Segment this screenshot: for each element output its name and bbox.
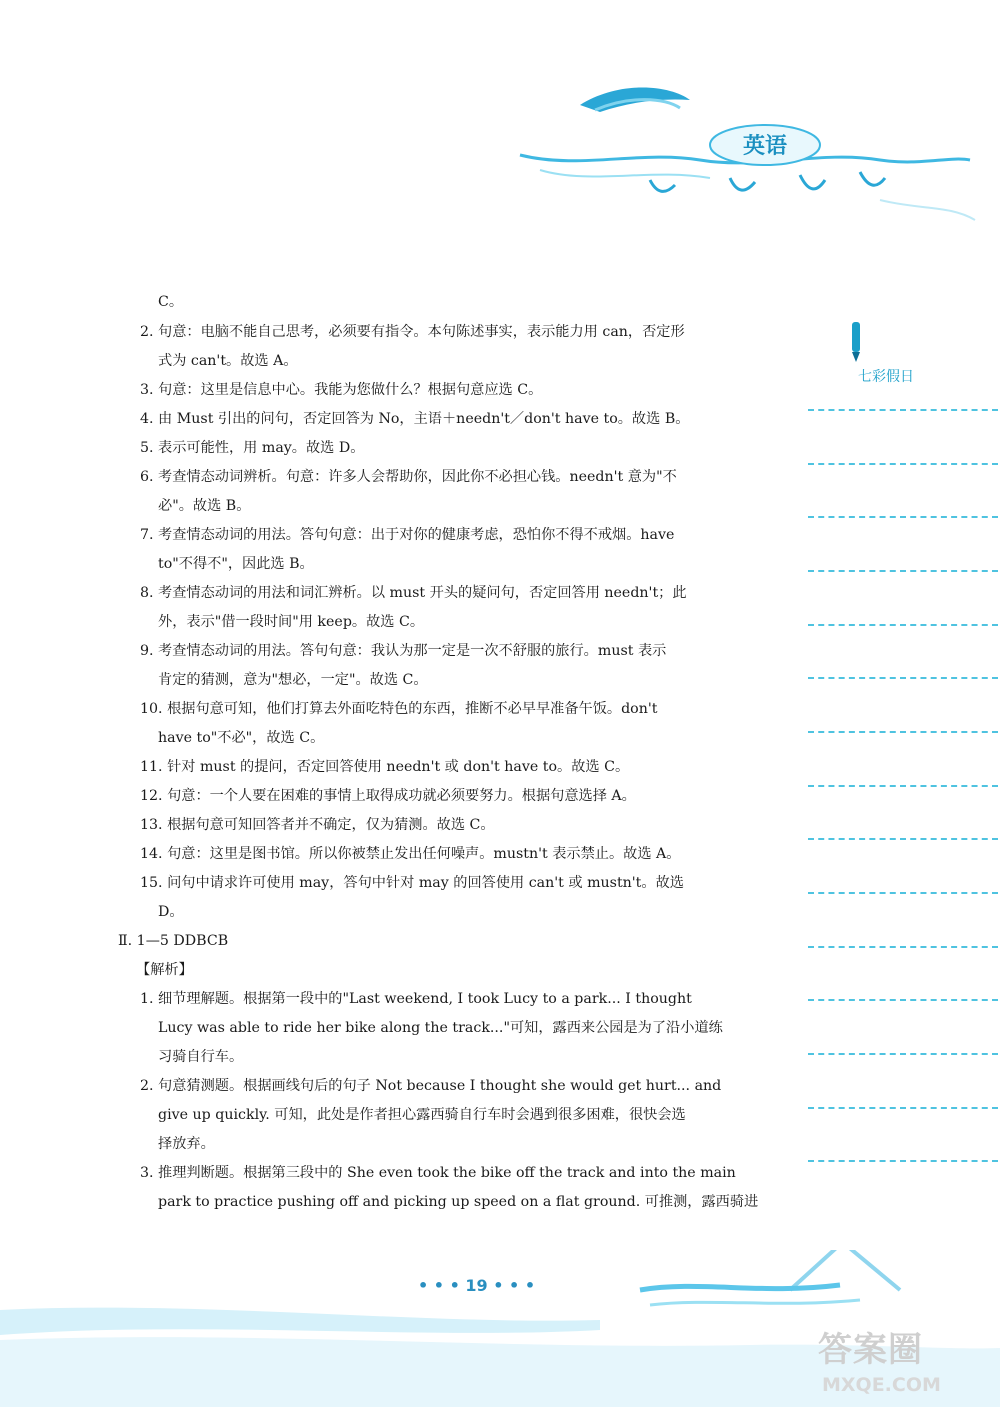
note-line — [808, 892, 998, 894]
text-line: D。 — [158, 904, 184, 920]
text-line: 11. 针对 must 的提问，否定回答使用 needn't 或 don't have to。故选 C。 — [140, 759, 630, 775]
pen-icon — [846, 320, 866, 364]
section-heading: Ⅱ. 1—5 DDBCB — [118, 933, 229, 949]
text-line: 4. 由 Must 引出的问句，否定回答为 No，主语＋needn't／don't have to。故选 B。 — [140, 411, 690, 427]
text-line: 3. 推理判断题。根据第三段中的 She even took the bike off the track and into the main — [140, 1165, 736, 1181]
text-line: have to"不必"，故选 C。 — [158, 730, 325, 746]
note-line — [808, 677, 998, 679]
text-line: to"不得不"，因此选 B。 — [158, 556, 314, 572]
text-line: 6. 考查情态动词辨析。句意：许多人会帮助你，因此你不必担心钱。needn't 意为"不 — [140, 469, 677, 485]
text-line: 10. 根据句意可知，他们打算去外面吃特色的东西，推断不必早早准备午饭。don't — [140, 701, 658, 717]
text-line: 必"。故选 B。 — [158, 498, 251, 514]
section-heading: 【解析】 — [136, 962, 193, 978]
note-line — [808, 624, 998, 626]
text-line: 择放弃。 — [158, 1136, 215, 1152]
text-line: 式为 can't。故选 A。 — [158, 353, 298, 369]
text-line: 9. 考查情态动词的用法。答句句意：我认为那一定是一次不舒服的旅行。must 表示 — [140, 643, 667, 659]
header-decoration — [500, 60, 980, 260]
note-line — [808, 516, 998, 518]
subject-title: 英语 — [742, 134, 788, 159]
text-line: 15. 问句中请求许可使用 may，答句中针对 may 的回答使用 can't 或 mustn't。故选 — [140, 875, 684, 891]
note-line — [808, 999, 998, 1001]
note-line — [808, 1053, 998, 1055]
note-line — [808, 785, 998, 787]
note-line — [808, 946, 998, 948]
note-line — [808, 1160, 998, 1162]
text-line: 外，表示"借一段时间"用 keep。故选 C。 — [158, 614, 425, 630]
watermark — [818, 1322, 988, 1402]
text-line: 肯定的猜测，意为"想必，一定"。故选 C。 — [158, 672, 428, 688]
note-line — [808, 463, 998, 465]
note-line — [808, 409, 998, 411]
text-line: 13. 根据句意可知回答者并不确定，仅为猜测。故选 C。 — [140, 817, 495, 833]
sidebar-brand: 七彩假日 — [858, 369, 914, 385]
text-line: Lucy was able to ride her bike along the track..."可知，露西来公园是为了沿小道练 — [158, 1020, 723, 1036]
text-line: 2. 句意猜测题。根据画线句后的句子 Not because I thought she would get hurt... and — [140, 1078, 722, 1094]
text-line: 习骑自行车。 — [158, 1049, 244, 1065]
text-line: 12. 句意：一个人要在困难的事情上取得成功就必须要努力。根据句意选择 A。 — [140, 788, 636, 804]
note-line — [808, 1107, 998, 1109]
text-line: park to practice pushing off and picking up speed on a flat ground. 可推测，露西骑进 — [158, 1194, 759, 1210]
text-line: give up quickly. 可知，此处是作者担心露西骑自行车时会遇到很多困难，很快会选 — [158, 1107, 686, 1123]
text-line: 8. 考查情态动词的用法和词汇辨析。以 must 开头的疑问句，否定回答用 needn't；此 — [140, 585, 687, 601]
note-line — [808, 570, 998, 572]
watermark-logo: 答案圈 — [818, 1330, 923, 1370]
note-line — [808, 731, 998, 733]
watermark-url: MXQE.COM — [822, 1374, 941, 1396]
page-number: • • • 19 • • • — [418, 1276, 536, 1295]
text-line: 2. 句意：电脑不能自己思考，必须要有指令。本句陈述事实，表示能力用 can，否定形 — [140, 324, 685, 340]
note-line — [808, 838, 998, 840]
text-line: 3. 句意：这里是信息中心。我能为您做什么？根据句意应选 C。 — [140, 382, 543, 398]
text-line: C。 — [158, 294, 184, 310]
text-line: 1. 细节理解题。根据第一段中的"Last weekend, I took Lucy to a park... I thought — [140, 991, 692, 1007]
text-line: 5. 表示可能性，用 may。故选 D。 — [140, 440, 365, 456]
text-line: 7. 考查情态动词的用法。答句句意：出于对你的健康考虑，恐怕你不得不戒烟。have — [140, 527, 675, 543]
text-line: 14. 句意：这里是图书馆。所以你被禁止发出任何噪声。mustn't 表示禁止。故选 A。 — [140, 846, 681, 862]
